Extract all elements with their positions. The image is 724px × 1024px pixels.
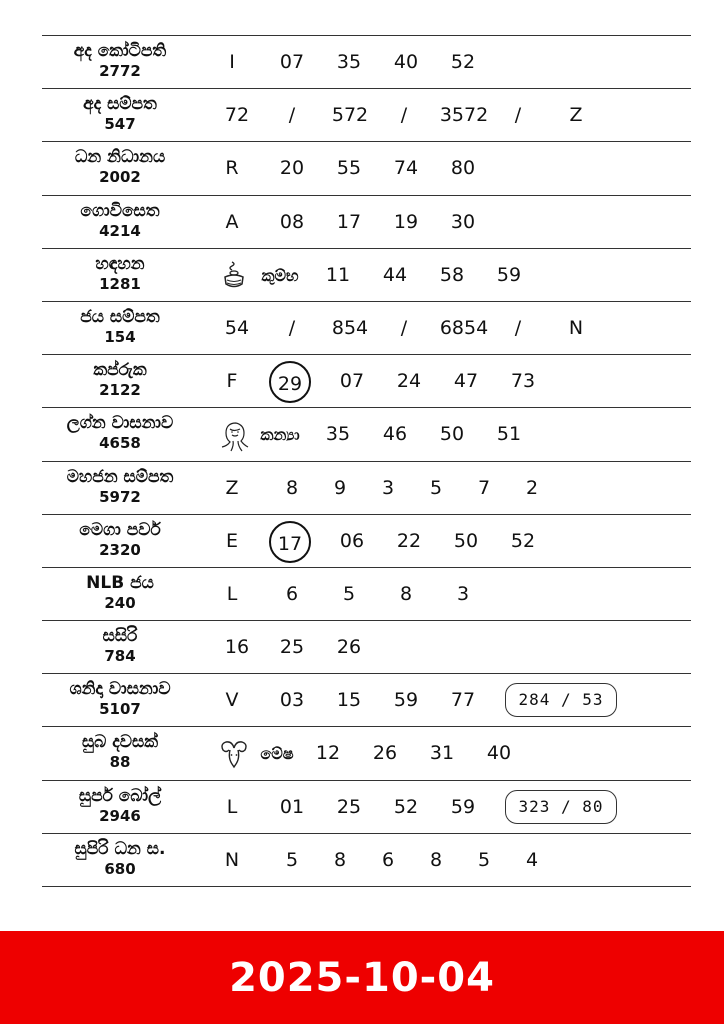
lottery-name-block	[42, 679, 198, 719]
result-number: 46	[382, 423, 408, 446]
lottery-name-block	[42, 41, 198, 81]
lottery-name-block	[42, 467, 198, 507]
circled-number: 17	[269, 521, 311, 563]
result-number: 52	[450, 51, 476, 73]
result-letter: L	[226, 582, 238, 605]
result-number: 6854	[439, 316, 489, 339]
result-number: 74	[393, 157, 419, 180]
lottery-name: අද කෝටිපති	[73, 41, 167, 61]
draw-number: 240	[104, 593, 136, 612]
result-values	[212, 727, 691, 779]
result-number: 16	[224, 636, 250, 659]
result-number: 5	[429, 476, 443, 499]
result-row	[42, 36, 691, 89]
lottery-name: සුපිරි ධන ස.	[74, 838, 166, 859]
result-values	[212, 781, 691, 833]
result-letter: F	[226, 370, 238, 393]
result-row	[42, 355, 691, 408]
result-values	[212, 462, 691, 514]
lottery-name: ජය සම්පත	[80, 306, 160, 327]
result-letter: L	[226, 795, 238, 818]
lottery-name-block	[42, 520, 198, 560]
lottery-name-block	[42, 573, 198, 613]
result-number: 3572	[439, 104, 489, 127]
result-row	[42, 515, 691, 568]
result-number: 4	[525, 848, 539, 871]
result-values	[212, 408, 691, 460]
result-number: Z	[569, 104, 583, 127]
result-number: 17	[336, 210, 362, 233]
result-values	[212, 36, 691, 88]
lottery-name-block	[42, 626, 198, 666]
result-values	[212, 674, 691, 726]
result-number: N	[568, 316, 584, 339]
result-number: 6	[285, 582, 299, 605]
zodiac-sign: කුම්භ	[261, 265, 299, 285]
result-number: 5	[285, 848, 299, 871]
draw-date: 2025-10-04	[229, 955, 495, 1001]
lottery-name-block	[42, 201, 198, 241]
lottery-name-block	[42, 732, 198, 772]
separator: /	[514, 316, 522, 339]
lottery-name-block	[42, 786, 198, 826]
lottery-name-block	[42, 839, 198, 879]
bonus-box: 284 / 53	[505, 683, 617, 717]
result-number: 08	[279, 210, 305, 233]
draw-number: 2320	[99, 540, 141, 559]
result-number: 5	[477, 848, 491, 871]
result-number: 12	[315, 742, 341, 765]
result-number: 50	[453, 529, 479, 552]
result-number: 03	[279, 689, 305, 712]
result-values	[212, 568, 691, 620]
result-values	[212, 249, 691, 301]
result-number: 35	[325, 423, 351, 446]
separator: /	[514, 104, 522, 127]
lottery-name: ලග්න වාසනාව	[66, 413, 174, 434]
circled-number: 29	[269, 361, 311, 403]
lottery-name-block	[42, 413, 198, 453]
draw-number: 154	[104, 327, 136, 346]
lottery-name-block	[42, 147, 198, 187]
draw-number: 2122	[99, 381, 141, 400]
draw-number: 2946	[99, 806, 141, 825]
result-row	[42, 834, 691, 887]
zodiac-sign: මේෂ	[260, 744, 294, 764]
result-number: 72	[224, 104, 250, 127]
result-number: 19	[393, 210, 419, 233]
lottery-name: හඳහන	[95, 253, 145, 274]
result-number: 25	[336, 795, 362, 818]
result-number: 6	[381, 848, 395, 871]
lottery-name: අද සම්පත	[83, 94, 157, 115]
lottery-name: ධන නිධානය	[74, 147, 166, 168]
result-number: 20	[279, 157, 305, 180]
result-row	[42, 621, 691, 674]
result-letter: R	[225, 157, 239, 180]
result-number: 26	[336, 636, 362, 659]
result-number: 01	[279, 795, 305, 818]
result-number: 59	[450, 795, 476, 818]
date-banner	[0, 931, 724, 1024]
lottery-name-block	[42, 307, 198, 347]
draw-number: 547	[104, 115, 136, 134]
result-row	[42, 196, 691, 249]
result-letter: N	[224, 848, 240, 871]
result-number: 50	[439, 423, 465, 446]
lottery-name-block	[42, 254, 198, 294]
result-number: 3	[456, 582, 470, 605]
result-number: 24	[396, 370, 422, 393]
result-number: 8	[285, 476, 299, 499]
result-number: 07	[279, 51, 305, 73]
result-number: 9	[333, 476, 347, 499]
lottery-name: ශනිදා වාසනාව	[69, 679, 171, 700]
separator: /	[400, 316, 408, 339]
result-number: 58	[439, 263, 465, 286]
result-number: 11	[325, 263, 351, 286]
result-row	[42, 727, 691, 780]
result-number: 5	[342, 582, 356, 605]
result-row	[42, 249, 691, 302]
result-row	[42, 781, 691, 834]
result-row	[42, 142, 691, 195]
draw-number: 5107	[99, 700, 141, 719]
separator: /	[288, 316, 296, 339]
result-number: 51	[496, 423, 522, 446]
result-values	[212, 515, 691, 567]
draw-number: 2772	[99, 62, 141, 80]
separator: /	[288, 104, 296, 127]
result-number: 47	[453, 370, 479, 393]
result-values	[212, 355, 691, 407]
lottery-name: සුපර් බෝල්	[78, 785, 162, 806]
result-number: 31	[429, 742, 455, 765]
lottery-name: මෙගා පවර්	[79, 519, 161, 540]
lottery-name: සසිරි	[102, 626, 138, 647]
result-number: 8	[429, 848, 443, 871]
lottery-name: ගොවිසෙත	[80, 200, 160, 221]
draw-number: 2002	[99, 168, 141, 187]
separator: /	[400, 104, 408, 127]
zodiac-sign: කන්‍යා	[260, 425, 300, 445]
result-number: 2	[525, 476, 539, 499]
result-number: 15	[336, 689, 362, 712]
result-number: 80	[450, 157, 476, 180]
result-values	[212, 89, 691, 141]
draw-number: 4658	[99, 434, 141, 453]
lottery-name: කප්රුක	[93, 360, 147, 381]
result-row	[42, 408, 691, 461]
result-letter: I	[229, 51, 235, 73]
result-values	[212, 142, 691, 194]
result-number: 06	[339, 529, 365, 552]
lottery-name-block	[42, 360, 198, 400]
result-number: 8	[333, 848, 347, 871]
result-number: 55	[336, 157, 362, 180]
draw-number: 5972	[99, 487, 141, 506]
result-number: 7	[477, 476, 491, 499]
result-number: 572	[331, 104, 369, 127]
lottery-name: සුබ දවසක්	[81, 732, 159, 753]
result-number: 40	[393, 51, 419, 73]
draw-number: 680	[104, 859, 136, 878]
results-table	[42, 35, 691, 887]
result-number: 07	[339, 370, 365, 393]
result-row	[42, 568, 691, 621]
result-letter: E	[225, 529, 239, 552]
draw-number: 784	[104, 647, 136, 666]
result-number: 8	[399, 582, 413, 605]
lottery-name-block	[42, 94, 198, 134]
result-letter: V	[225, 689, 239, 712]
result-row	[42, 674, 691, 727]
result-values	[212, 302, 691, 354]
draw-number: 4214	[99, 221, 141, 240]
result-number: 40	[486, 742, 512, 765]
result-number: 52	[393, 795, 419, 818]
result-number: 59	[496, 263, 522, 286]
virgo-icon	[218, 419, 250, 459]
lottery-name: NLB ජය	[86, 572, 154, 593]
result-row	[42, 89, 691, 142]
result-number: 77	[450, 689, 476, 712]
result-number: 25	[279, 636, 305, 659]
result-number: 59	[393, 689, 419, 712]
aquarius-icon	[221, 260, 247, 294]
result-number: 35	[336, 51, 362, 73]
aries-icon	[219, 738, 249, 774]
draw-number: 88	[109, 753, 131, 772]
result-values	[212, 621, 691, 673]
result-number: 44	[382, 263, 408, 286]
result-values	[212, 834, 691, 886]
result-letter: Z	[225, 476, 239, 499]
result-number: 54	[224, 316, 250, 339]
result-number: 854	[331, 316, 369, 339]
result-number: 52	[510, 529, 536, 552]
result-number: 26	[372, 742, 398, 765]
result-row	[42, 462, 691, 515]
lottery-name: මහජන සම්පත	[66, 466, 174, 487]
result-values	[212, 196, 691, 248]
bonus-box: 323 / 80	[505, 790, 617, 824]
result-number: 3	[381, 476, 395, 499]
draw-number: 1281	[99, 274, 141, 293]
result-letter: A	[225, 210, 239, 233]
result-number: 22	[396, 529, 422, 552]
result-number: 30	[450, 210, 476, 233]
result-row	[42, 302, 691, 355]
result-number: 73	[510, 370, 536, 393]
